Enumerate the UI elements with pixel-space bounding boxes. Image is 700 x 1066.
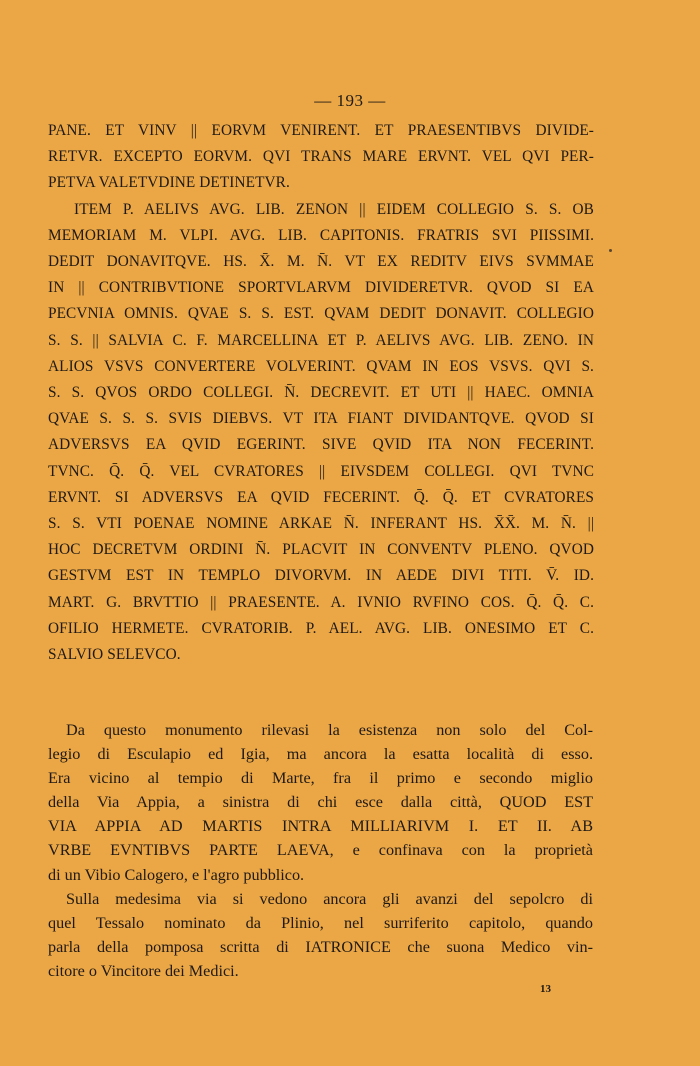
inscription-line: ADVERSVS EA QVID EGERINT. SIVE QVID ITA NON FECERINT. [48,436,594,454]
commentary-line: della Via Appia, a sinistra di chi esce dalla città, QUOD EST [48,793,593,812]
commentary-line: Era vicino al tempio di Marte, fra il primo e secondo miglio [48,769,593,788]
inscription-line: QVAE S. S. S. SVIS DIEBVS. VT ITA FIANT DIVIDANTQVE. QVOD SI [48,410,594,428]
inscription-line: OFILIO HERMETE. CVRATORIB. P. AEL. AVG. LIB. ONESIMO ET C. [48,619,594,637]
commentary-line: legio di Esculapio ed Igia, ma ancora la esatta località di esso. [48,745,593,764]
commentary-line: quel Tessalo nominato da Plinio, nel surriferito capitolo, quando [48,913,593,932]
page-number: — 193 — [314,91,386,110]
inscription-line: ERVNT. SI ADVERSVS EA QVID FECERINT. Q̄. Q̄. ET CVRATORES [48,488,594,506]
commentary-line: Da questo monumento rilevasi la esistenza non solo del Col- [66,721,593,739]
inscription-line: DEDIT DONAVITQVE. HS. X̄. M. N̄. VT EX REDITV EIVS SVMMAE [48,253,594,271]
commentary-line: di un Vibio Calogero, e l'agro pubblico. [48,865,305,884]
commentary-line: VRBE EVNTIBVS PARTE LAEVA, e confinava con la proprietà [48,841,593,860]
inscription-line: S. S. || SALVIA C. F. MARCELLINA ET P. AELIVS AVG. LIB. ZENO. IN [48,331,594,349]
inscription-line: IN || CONTRIBVTIONE SPORTVLARVM DIVIDERETVR. QVOD SI EA [48,279,594,297]
italian-commentary [48,718,593,983]
inscription-line: TVNC. Q̄. Q̄. VEL CVRATORES || EIVSDEM COLLEGI. QVI TVNC [48,462,594,480]
inscription-line: ALIOS VSVS CONVERTERE VOLVERINT. QVAM IN EOS VSVS. QVI S. [48,357,594,375]
inscription-line: PANE. ET VINV || EORVM VENIRENT. ET PRAESENTIBVS DIVIDE- [48,122,594,139]
inscription-line: S. S. VTI POENAE NOMINE ARKAE N̄. INFERANT HS. X̄X̄. M. N̄. || [48,515,594,533]
commentary-line: parla della pomposa scritta di IATRONICE che suona Medico vin- [48,937,593,956]
inscription-line: MART. G. BRVTTIO || PRAESENTE. A. IVNIO RVFINO COS. Q̄. Q̄. C. [48,593,594,611]
latin-inscription [48,118,594,668]
inscription-line: SALVIO SELEVCO. [48,646,181,664]
inscription-line: MEMORIAM M. VLPI. AVG. LIB. CAPITONIS. FRATRIS SVI PIISSIMI. [48,226,594,244]
inscription-line: ITEM P. AELIVS AVG. LIB. ZENON || EIDEM COLLEGIO S. S. OB [74,200,594,218]
inscription-line: PECVNIA OMNIS. QVAE S. S. EST. QVAM DEDIT DONAVIT. COLLEGIO [48,305,594,323]
commentary-line: citore o Vincitore dei Medici. [48,961,239,980]
commentary-line: VIA APPIA AD MARTIS INTRA MILLIARIVM I. ET II. AB [48,817,593,836]
inscription-line: PETVA VALETVDINE DETINETVR. [48,174,290,192]
signature-mark: 13 [540,983,551,995]
commentary-line: Sulla medesima via si vedono ancora gli avanzi del sepolcro di [66,889,593,908]
inscription-line: RETVR. EXCEPTO EORVM. QVI TRANS MARE ERVNT. VEL QVI PER- [48,148,594,166]
paper-speck [609,249,612,252]
inscription-line: HOC DECRETVM ORDINI N̄. PLACVIT IN CONVENTV PLENO. QVOD [48,541,594,559]
inscription-line: GESTVM EST IN TEMPLO DIVORVM. IN AEDE DIVI TITI. V̄. ID. [48,567,594,585]
inscription-line: S. S. QVOS ORDO COLLEGI. N̄. DECREVIT. ET UTI || HAEC. OMNIA [48,384,594,402]
